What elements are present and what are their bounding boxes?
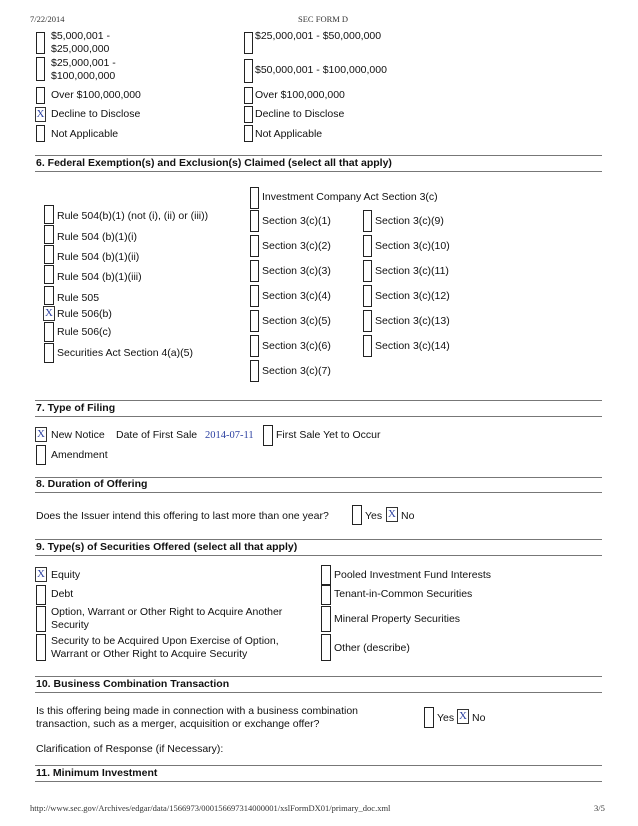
range-checkbox[interactable] [36, 32, 45, 54]
exemption-label: Rule 504 (b)(1)(i) [57, 231, 137, 243]
security-type-label: Tenant-in-Common Securities [334, 588, 473, 600]
section-11-title: 11. Minimum Investment [36, 767, 158, 779]
security-type-checkbox[interactable] [321, 634, 331, 661]
security-type-label: Security to be Acquired Upon Exercise of Option, Warrant or Other Right to Acquire Security [51, 635, 279, 660]
exemption-label: Rule 504 (b)(1)(ii) [57, 251, 140, 263]
ica-checkbox[interactable] [363, 235, 372, 257]
range-label: $25,000,001 - $100,000,000 [51, 57, 116, 82]
amendment-label: Amendment [51, 449, 108, 461]
duration-question: Does the Issuer intend this offering to last more than one year? [36, 510, 329, 522]
range-label: $50,000,001 - $100,000,000 [255, 64, 387, 76]
range-checkbox[interactable] [36, 87, 45, 104]
exemption-label: Rule 506(b) [57, 308, 112, 320]
security-type-checkbox[interactable] [36, 606, 46, 632]
exemption-checkbox[interactable] [44, 265, 54, 284]
section-divider [35, 555, 602, 556]
ica-checkbox[interactable] [250, 210, 259, 232]
date-of-first-sale-value: 2014-07-11 [205, 430, 254, 441]
ica-label: Section 3(c)(6) [262, 340, 331, 352]
clarification-label: Clarification of Response (if Necessary): [36, 743, 224, 755]
amendment-checkbox[interactable] [36, 445, 46, 465]
security-type-checkbox[interactable]: X [35, 567, 47, 582]
section-divider [35, 400, 602, 401]
ica-checkbox[interactable] [250, 260, 259, 282]
business-combination-no-checkbox[interactable]: X [457, 709, 469, 724]
ica-label: Section 3(c)(11) [375, 265, 449, 277]
security-type-checkbox[interactable] [321, 585, 331, 605]
section-10-title: 10. Business Combination Transaction [36, 678, 230, 690]
exemption-checkbox[interactable] [44, 225, 54, 244]
exemption-label: Rule 504(b)(1) (not (i), (ii) or (iii)) [57, 210, 209, 222]
print-title: SEC FORM D [298, 14, 349, 24]
security-type-checkbox[interactable] [36, 634, 46, 661]
ica-checkbox[interactable] [363, 335, 372, 357]
duration-no-label: No [401, 510, 415, 522]
security-type-label: Debt [51, 588, 74, 600]
section-divider [35, 539, 602, 540]
exemption-checkbox[interactable]: X [43, 306, 55, 321]
ica-label: Section 3(c)(14) [375, 340, 450, 352]
range-label: Over $100,000,000 [255, 89, 345, 101]
exemption-checkbox[interactable] [44, 286, 54, 305]
ica-checkbox[interactable] [250, 360, 259, 382]
exemption-checkbox[interactable] [44, 343, 54, 363]
first-sale-yet-to-occur-label: First Sale Yet to Occur [276, 429, 381, 441]
ica-checkbox[interactable] [363, 260, 372, 282]
security-type-checkbox[interactable] [321, 565, 331, 585]
range-checkbox[interactable] [244, 59, 253, 83]
section-divider [35, 781, 602, 782]
security-type-label: Pooled Investment Fund Interests [334, 569, 492, 581]
first-sale-yet-to-occur-checkbox[interactable] [263, 425, 273, 446]
ica-label: Section 3(c)(1) [262, 215, 331, 227]
security-type-label: Mineral Property Securities [334, 613, 461, 625]
ica-checkbox[interactable] [250, 335, 259, 357]
ica-header-label: Investment Company Act Section 3(c) [262, 191, 438, 203]
duration-yes-checkbox[interactable] [352, 505, 362, 525]
business-combination-no-label: No [472, 712, 486, 724]
ica-checkbox[interactable] [250, 235, 259, 257]
range-label: Decline to Disclose [51, 108, 141, 120]
section-divider [35, 155, 602, 156]
exemption-checkbox[interactable] [44, 245, 54, 264]
exemption-label: Securities Act Section 4(a)(5) [57, 347, 193, 359]
range-checkbox[interactable] [244, 106, 253, 123]
ica-label: Section 3(c)(5) [262, 315, 331, 327]
exemption-checkbox[interactable] [44, 322, 54, 342]
range-label: $5,000,001 - $25,000,000 [51, 30, 110, 55]
ica-label: Section 3(c)(4) [262, 290, 331, 302]
range-label: Over $100,000,000 [51, 89, 141, 101]
range-label: Not Applicable [255, 128, 323, 140]
section-7-title: 7. Type of Filing [36, 402, 116, 414]
duration-yes-label: Yes [365, 510, 383, 522]
range-checkbox[interactable] [244, 87, 253, 104]
section-divider [35, 171, 602, 172]
security-type-label: Other (describe) [334, 642, 410, 654]
business-combination-yes-label: Yes [437, 712, 455, 724]
security-type-checkbox[interactable] [36, 585, 46, 605]
page-number: 3/5 [594, 803, 605, 813]
section-divider [35, 416, 602, 417]
exemption-label: Rule 504 (b)(1)(iii) [57, 271, 142, 283]
new-notice-checkbox[interactable]: X [35, 427, 47, 442]
ica-label: Section 3(c)(9) [375, 215, 444, 227]
ica-label: Section 3(c)(10) [375, 240, 450, 252]
business-combination-yes-checkbox[interactable] [424, 707, 434, 728]
ica-label: Section 3(c)(2) [262, 240, 331, 252]
section-divider [35, 492, 602, 493]
range-label: Not Applicable [51, 128, 119, 140]
business-combination-question: Is this offering being made in connection with a business combination transaction, such as a merger, acquisition or exchange offer? [36, 705, 358, 730]
security-type-checkbox[interactable] [321, 606, 331, 632]
ica-checkbox[interactable] [250, 310, 259, 332]
ica-checkbox[interactable] [363, 285, 372, 307]
exemption-label: Rule 506(c) [57, 326, 112, 338]
exemption-label: Rule 505 [57, 292, 100, 304]
ica-label: Section 3(c)(3) [262, 265, 331, 277]
ica-label: Section 3(c)(13) [375, 315, 450, 327]
ica-label: Section 3(c)(12) [375, 290, 450, 302]
section-6-title: 6. Federal Exemption(s) and Exclusion(s) Claimed (select all that apply) [36, 157, 392, 169]
new-notice-label: New Notice [51, 429, 105, 441]
range-checkbox[interactable] [244, 32, 253, 54]
ica-checkbox[interactable] [250, 285, 259, 307]
ica-checkbox[interactable] [363, 310, 372, 332]
range-label: $25,000,001 - $50,000,000 [255, 30, 382, 42]
section-8-title: 8. Duration of Offering [36, 478, 148, 490]
print-date: 7/22/2014 [30, 14, 65, 24]
ica-checkbox[interactable] [250, 187, 259, 209]
security-type-label: Equity [51, 569, 81, 581]
section-divider [35, 676, 602, 677]
duration-no-checkbox[interactable]: X [386, 507, 398, 522]
date-of-first-sale-label: Date of First Sale [116, 429, 198, 441]
section-9-title: 9. Type(s) of Securities Offered (select all that apply) [36, 541, 298, 553]
range-checkbox[interactable] [36, 125, 45, 142]
exemption-checkbox[interactable] [44, 205, 54, 224]
section-divider [35, 692, 602, 693]
range-checkbox[interactable]: X [36, 108, 45, 120]
range-checkbox[interactable] [36, 57, 45, 81]
section-divider [35, 765, 602, 766]
range-label: Decline to Disclose [255, 108, 345, 120]
security-type-label: Option, Warrant or Other Right to Acquire Another Security [51, 606, 283, 631]
ica-label: Section 3(c)(7) [262, 365, 331, 377]
range-checkbox[interactable] [244, 125, 253, 142]
ica-checkbox[interactable] [363, 210, 372, 232]
footer-url[interactable]: http://www.sec.gov/Archives/edgar/data/1566973/000156697314000001/xslFormDX01/primary_doc.xml [30, 803, 391, 813]
